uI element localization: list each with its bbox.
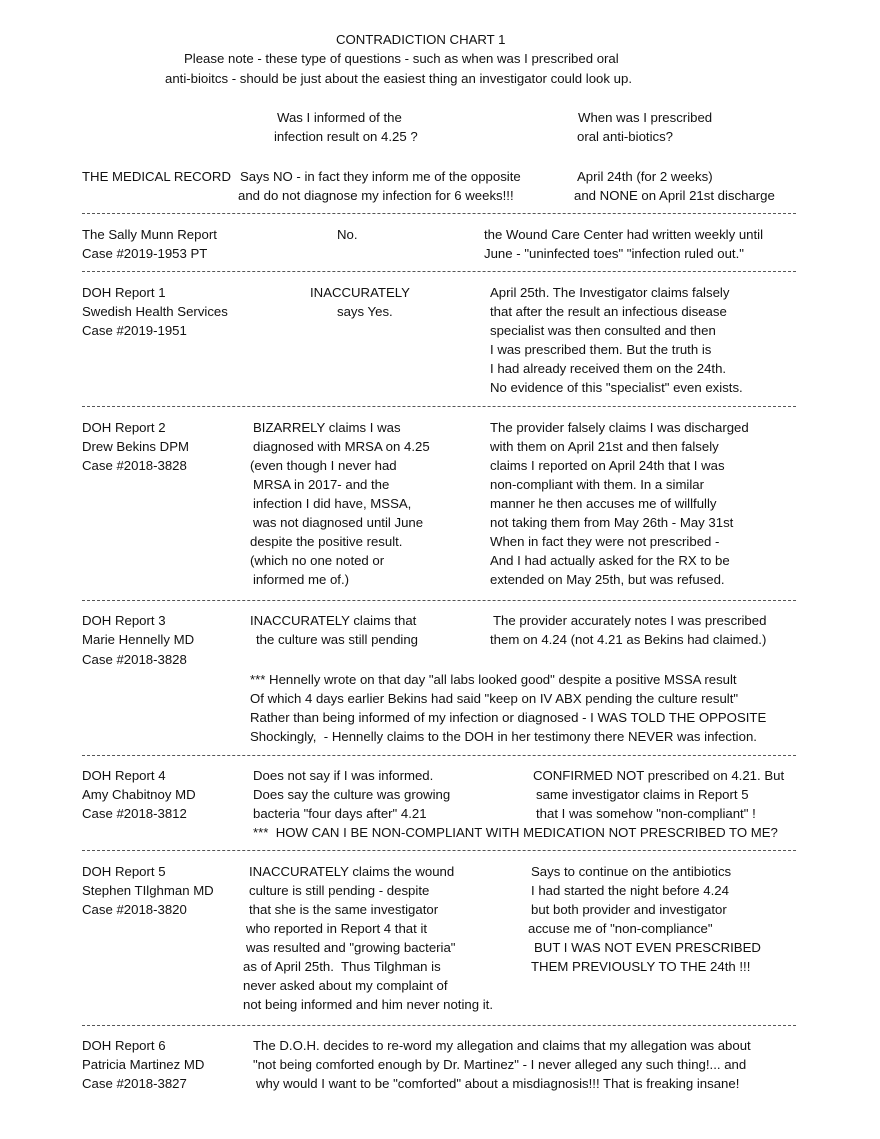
row-informed: not being informed and him never noting it. bbox=[243, 997, 493, 1012]
header-prescribed-line: When was I prescribed bbox=[578, 110, 713, 125]
row-source: Amy Chabitnoy MD bbox=[82, 787, 196, 802]
row-prescribed: THEM PREVIOUSLY TO THE 24th !!! bbox=[531, 959, 751, 974]
row-prescribed: extended on May 25th, but was refused. bbox=[490, 572, 725, 587]
medical-record-label: THE MEDICAL RECORD bbox=[82, 169, 231, 184]
row-informed: the culture was still pending bbox=[256, 632, 419, 647]
row-source: DOH Report 3 bbox=[82, 613, 166, 628]
row-prescribed: claims I reported on April 24th that I was bbox=[490, 458, 725, 473]
row-informed: despite the positive result. bbox=[250, 534, 403, 549]
row-informed: never asked about my complaint of bbox=[243, 978, 448, 993]
row-text: "not being comforted enough by Dr. Martinez" - I never alleged any such thing!... and bbox=[253, 1057, 747, 1072]
row-informed: informed me of.) bbox=[253, 572, 350, 587]
row-informed: INACCURATELY bbox=[310, 285, 410, 300]
row-divider bbox=[82, 600, 796, 601]
intro-note-line: Please note - these type of questions - such as when was I prescribed oral bbox=[184, 51, 619, 66]
row-informed: BIZARRELY claims I was bbox=[253, 420, 401, 435]
row-prescribed: When in fact they were not prescribed - bbox=[490, 534, 720, 549]
row-note: *** Hennelly wrote on that day "all labs looked good" despite a positive MSSA result bbox=[250, 672, 737, 687]
row-divider bbox=[82, 1025, 796, 1026]
row-prescribed: BUT I WAS NOT EVEN PRESCRIBED bbox=[534, 940, 761, 955]
row-informed: infection I did have, MSSA, bbox=[253, 496, 412, 511]
row-source: Case #2018-3820 bbox=[82, 902, 187, 917]
row-prescribed: I had started the night before 4.24 bbox=[531, 883, 729, 898]
row-text: why would I want to be "comforted" about a misdiagnosis!!! That is freaking insane! bbox=[256, 1076, 740, 1091]
row-informed: culture is still pending - despite bbox=[249, 883, 430, 898]
row-source: Marie Hennelly MD bbox=[82, 632, 195, 647]
medical-record-prescribed: April 24th (for 2 weeks) bbox=[577, 169, 713, 184]
row-informed: INACCURATELY claims that bbox=[250, 613, 417, 628]
row-prescribed: No evidence of this "specialist" even exists. bbox=[490, 380, 743, 395]
row-source: Drew Bekins DPM bbox=[82, 439, 189, 454]
row-informed: who reported in Report 4 that it bbox=[246, 921, 428, 936]
row-prescribed: that after the result an infectious disease bbox=[490, 304, 727, 319]
row-prescribed: And I had actually asked for the RX to be bbox=[490, 553, 730, 568]
medical-record-informed: and do not diagnose my infection for 6 weeks!!! bbox=[238, 188, 514, 203]
row-divider bbox=[82, 406, 796, 407]
row-source: Patricia Martinez MD bbox=[82, 1057, 205, 1072]
row-note: *** HOW CAN I BE NON-COMPLIANT WITH MEDICATION NOT PRESCRIBED TO ME? bbox=[253, 825, 778, 840]
row-informed: as of April 25th. Thus Tilghman is bbox=[243, 959, 441, 974]
row-source: DOH Report 4 bbox=[82, 768, 166, 783]
row-prescribed: I was prescribed them. But the truth is bbox=[490, 342, 712, 357]
row-note: Rather than being informed of my infection or diagnosed - I WAS TOLD THE OPPOSITE bbox=[250, 710, 767, 725]
row-source: Case #2018-3827 bbox=[82, 1076, 187, 1091]
row-prescribed: The provider falsely claims I was discharged bbox=[490, 420, 749, 435]
row-prescribed: accuse me of "non-compliance" bbox=[528, 921, 713, 936]
header-prescribed-line: oral anti-biotics? bbox=[577, 129, 674, 144]
row-informed: that she is the same investigator bbox=[249, 902, 439, 917]
row-text: The D.O.H. decides to re-word my allegation and claims that my allegation was about bbox=[253, 1038, 751, 1053]
row-source: The Sally Munn Report bbox=[82, 227, 217, 242]
row-prescribed: CONFIRMED NOT prescribed on 4.21. But bbox=[533, 768, 785, 783]
row-source: Case #2018-3812 bbox=[82, 806, 187, 821]
row-prescribed: manner he then accuses me of willfully bbox=[490, 496, 717, 511]
row-source: Case #2019-1951 bbox=[82, 323, 187, 338]
row-divider bbox=[82, 850, 796, 851]
row-prescribed: with them on April 21st and then falsely bbox=[490, 439, 719, 454]
intro-note-line: anti-bioitcs - should be just about the easiest thing an investigator could look up. bbox=[165, 71, 632, 86]
row-prescribed: specialist was then consulted and then bbox=[490, 323, 716, 338]
row-informed: No. bbox=[337, 227, 358, 242]
row-informed: bacteria "four days after" 4.21 bbox=[253, 806, 427, 821]
medical-record-informed: Says NO - in fact they inform me of the opposite bbox=[240, 169, 521, 184]
row-prescribed: them on 4.24 (not 4.21 as Bekins had claimed.) bbox=[490, 632, 767, 647]
header-informed-line: infection result on 4.25 ? bbox=[274, 129, 418, 144]
row-prescribed: non-compliant with them. In a similar bbox=[490, 477, 705, 492]
row-source: Swedish Health Services bbox=[82, 304, 228, 319]
row-informed: INACCURATELY claims the wound bbox=[249, 864, 455, 879]
row-prescribed: April 25th. The Investigator claims falsely bbox=[490, 285, 730, 300]
row-informed: was not diagnosed until June bbox=[253, 515, 424, 530]
row-prescribed: but both provider and investigator bbox=[531, 902, 727, 917]
row-informed: (even though I never had bbox=[250, 458, 397, 473]
row-prescribed: I had already received them on the 24th. bbox=[490, 361, 727, 376]
row-source: DOH Report 6 bbox=[82, 1038, 166, 1053]
row-prescribed: the Wound Care Center had written weekly until bbox=[484, 227, 764, 242]
document-title: CONTRADICTION CHART 1 bbox=[336, 32, 506, 47]
medical-record-prescribed: and NONE on April 21st discharge bbox=[574, 188, 775, 203]
row-note: Shockingly, - Hennelly claims to the DOH in her testimony there NEVER was infection. bbox=[250, 729, 757, 744]
row-informed: was resulted and "growing bacteria" bbox=[246, 940, 456, 955]
row-source: DOH Report 5 bbox=[82, 864, 166, 879]
row-source: Case #2018-3828 bbox=[82, 458, 187, 473]
row-prescribed: that I was somehow "non-compliant" ! bbox=[536, 806, 756, 821]
row-divider bbox=[82, 213, 796, 214]
row-informed: MRSA in 2017- and the bbox=[253, 477, 390, 492]
header-informed-line: Was I informed of the bbox=[277, 110, 402, 125]
row-prescribed: not taking them from May 26th - May 31st bbox=[490, 515, 734, 530]
row-informed: says Yes. bbox=[337, 304, 393, 319]
row-source: DOH Report 2 bbox=[82, 420, 166, 435]
row-divider bbox=[82, 271, 796, 272]
row-prescribed: same investigator claims in Report 5 bbox=[536, 787, 749, 802]
row-note: Of which 4 days earlier Bekins had said "keep on IV ABX pending the culture result" bbox=[250, 691, 739, 706]
row-informed: diagnosed with MRSA on 4.25 bbox=[253, 439, 430, 454]
row-source: Case #2019-1953 PT bbox=[82, 246, 208, 261]
row-divider bbox=[82, 755, 796, 756]
row-source: Stephen TIlghman MD bbox=[82, 883, 214, 898]
row-prescribed: The provider accurately notes I was prescribed bbox=[493, 613, 767, 628]
row-informed: Does say the culture was growing bbox=[253, 787, 451, 802]
row-informed: Does not say if I was informed. bbox=[253, 768, 434, 783]
row-source: DOH Report 1 bbox=[82, 285, 166, 300]
row-informed: (which no one noted or bbox=[250, 553, 385, 568]
row-prescribed: June - "uninfected toes" "infection ruled out." bbox=[484, 246, 744, 261]
row-source: Case #2018-3828 bbox=[82, 652, 187, 667]
row-prescribed: Says to continue on the antibiotics bbox=[531, 864, 732, 879]
